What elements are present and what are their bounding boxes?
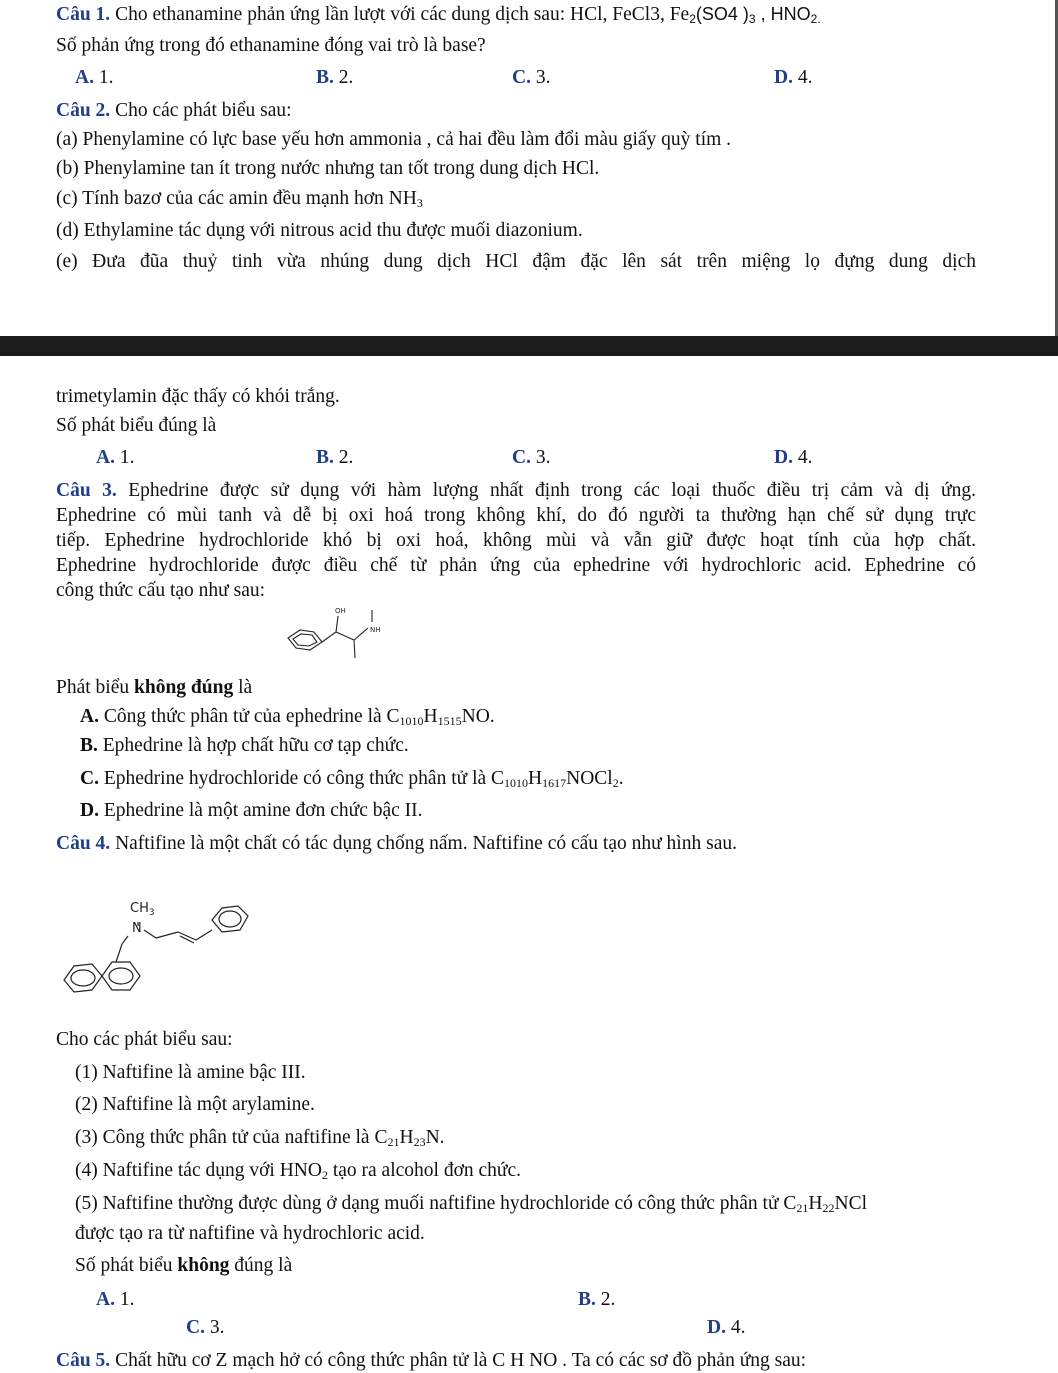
q3-option-c-text: Ephedrine hydrochloride có công thức phân tử là C	[98, 768, 505, 789]
q1-question: Số phản ứng trong đó ethanamine đóng vai trò là base?	[56, 35, 486, 56]
q3-prompt-c: là	[233, 677, 253, 698]
q1-sub3: 3	[748, 12, 756, 26]
q2-statement-a: (a) Phenylamine có lực base yếu hơn ammonia , cả hai đều làm đổi màu giấy quỳ tím .	[56, 129, 732, 150]
q2-label: Câu 2.	[56, 100, 111, 121]
q2-intro-text: Cho các phát biểu sau:	[110, 100, 292, 121]
q3-prompt	[56, 676, 252, 700]
q4-lead: Cho các phát biểu sau:	[56, 1029, 233, 1050]
q2-statement-e: (e) Đưa đũa thuỷ tinh vừa nhúng dung dịch HCl đậm đặc lên sát trên miệng lọ đựng dung dịch	[56, 251, 976, 272]
q2-option-d-letter: D.	[774, 447, 793, 468]
q2-option-a-text: 1.	[114, 447, 135, 468]
page-separator	[0, 336, 1058, 356]
q4-statement-1: (1) Naftifine là amine bậc III.	[75, 1062, 306, 1083]
q3-option-c-letter: C.	[80, 768, 99, 789]
q4-option-c[interactable]	[186, 1316, 224, 1340]
q4-question-c: đúng là	[229, 1255, 293, 1276]
q3-option-c-sub2: 1617	[542, 776, 567, 790]
q1-option-c[interactable]	[512, 66, 550, 90]
q2-question: Số phát biểu đúng là	[56, 415, 217, 436]
q3-option-d-letter: D.	[80, 800, 99, 821]
q4-option-b-letter: B.	[578, 1289, 596, 1310]
q4-option-d-letter: D.	[707, 1317, 726, 1338]
q4-statement-3-sub1: 21	[387, 1135, 400, 1149]
q1-sub-end: 2.	[810, 12, 821, 26]
q3-line-1-text: Ephedrine được sử dụng với hàm lượng nhất định trong các loại thuốc điều trị cảm và dị ứng.	[116, 480, 976, 501]
q2-statement-e-cont: trimetylamin đặc thấy có khói trắng.	[56, 386, 340, 407]
q3-option-a-sub2: 1515	[437, 714, 462, 728]
q5-text: Chất hữu cơ Z mạch hở có công thức phân tử là C H NO . Ta có các sơ đồ phản ứng sau:	[110, 1350, 807, 1371]
q4-option-d-text: 4.	[725, 1317, 746, 1338]
q1-stem-b: (SO4 )	[695, 4, 749, 24]
q3-option-b-text: Ephedrine là hợp chất hữu cơ tạp chức.	[97, 735, 409, 756]
q4-question-a: Số phát biểu	[75, 1255, 178, 1276]
q3-option-d[interactable]	[80, 799, 423, 823]
q3-option-d-text: Ephedrine là một amine đơn chức bậc II.	[98, 800, 423, 821]
q4-statement-4-sub: 2	[321, 1168, 328, 1182]
q4-statement-5-sub2: 22	[822, 1201, 835, 1215]
q3-line-5: công thức cấu tạo như sau:	[56, 580, 266, 601]
q2-statement-d: (d) Ethylamine tác dụng với nitrous acid thu được muối diazonium.	[56, 220, 583, 241]
q3-option-a-letter: A.	[80, 706, 99, 727]
q1-option-a-letter: A.	[75, 67, 94, 88]
q4-option-a[interactable]	[96, 1288, 134, 1312]
naftifine-ch3-text: CH	[130, 901, 149, 916]
q2-option-a-letter: A.	[96, 447, 115, 468]
naftifine-n-label: N	[132, 921, 142, 936]
q4-option-b-text: 2.	[595, 1289, 616, 1310]
q3-option-a-h: H	[423, 706, 438, 727]
q3-line-2: Ephedrine có mùi tanh và dễ bị oxi hoá trong không khí, do đó người ta thường hạn chế sử dụng trực	[56, 505, 976, 526]
q3-option-c-h: H	[528, 768, 543, 789]
q4-statement-2: (2) Naftifine là một arylamine.	[75, 1094, 315, 1115]
q2-option-d[interactable]	[774, 446, 812, 470]
q1-stem	[56, 2, 821, 27]
q2-option-c-letter: C.	[512, 447, 531, 468]
q4-option-d[interactable]	[707, 1316, 745, 1340]
ephedrine-structure	[280, 600, 390, 670]
q1-option-c-text: 3.	[530, 67, 551, 88]
naftifine-ch3-sub: 3	[148, 908, 155, 918]
q1-stem-a: Cho ethanamine phản ứng lần lượt với các dung dịch sau: HCl, FeCl3, Fe	[110, 4, 690, 25]
q4-statement-3-h: H	[399, 1127, 414, 1148]
q2-statement-c	[56, 187, 423, 211]
ephedrine-nh-label: NH	[370, 626, 381, 634]
q4-intro	[56, 832, 737, 856]
q2-statement-b: (b) Phenylamine tan ít trong nước nhưng tan tốt trong dung dịch HCl.	[56, 158, 600, 179]
q2-option-a[interactable]	[96, 446, 134, 470]
q4-question-b: không	[177, 1255, 230, 1276]
q1-option-a[interactable]	[75, 66, 113, 90]
q3-option-c-end: .	[618, 768, 624, 789]
q2-option-c[interactable]	[512, 446, 550, 470]
naftifine-ch3-label	[130, 901, 155, 918]
q4-option-c-letter: C.	[186, 1317, 205, 1338]
q4-question	[75, 1254, 292, 1278]
q4-statement-3-text: (3) Công thức phân tử của naftifine là C	[75, 1127, 388, 1148]
q4-statement-5-h: H	[808, 1193, 823, 1214]
q2-option-c-text: 3.	[530, 447, 551, 468]
q4-option-a-text: 1.	[114, 1289, 135, 1310]
q3-line-1	[56, 479, 976, 503]
q3-option-c-nocl: NOCl	[566, 768, 613, 789]
q5-line	[56, 1349, 806, 1373]
q4-statement-4	[75, 1159, 521, 1183]
q1-label: Câu 1.	[56, 4, 111, 25]
q4-statement-4-text: (4) Naftifine tác dụng với HNO	[75, 1160, 322, 1181]
q4-option-b[interactable]	[578, 1288, 615, 1312]
q4-intro-text: Naftifine là một chất có tác dụng chống nấm. Naftifine có cấu tạo như hình sau.	[110, 833, 737, 854]
q3-option-b[interactable]	[80, 734, 409, 758]
q4-statement-5-sub1: 21	[796, 1201, 809, 1215]
q1-option-d-text: 4.	[792, 67, 813, 88]
q3-option-a-text: Công thức phân tử của ephedrine là C	[98, 706, 400, 727]
q4-statement-5	[75, 1192, 867, 1216]
q2-statement-c-text: (c) Tính bazơ của các amin đều mạnh hơn NH	[56, 188, 417, 209]
q3-option-a-sub1: 1010	[399, 714, 424, 728]
q3-option-a-end: NO.	[461, 706, 495, 727]
q4-label: Câu 4.	[56, 833, 111, 854]
ephedrine-oh-label: OH	[335, 607, 346, 615]
naftifine-structure	[60, 894, 260, 1009]
q1-option-b-text: 2.	[333, 67, 354, 88]
q4-statement-3-end: N.	[425, 1127, 445, 1148]
q4-statement-5-text: (5) Naftifine thường được dùng ở dạng muối naftifine hydrochloride có công thức phân tử C	[75, 1193, 797, 1214]
q3-line-4: Ephedrine hydrochloride được điều chế từ phản ứng của ephedrine với hydrochloric acid. Ephedrine có	[56, 555, 976, 576]
q1-option-b[interactable]	[316, 66, 353, 90]
q1-option-c-letter: C.	[512, 67, 531, 88]
q4-statement-3	[75, 1126, 445, 1150]
q3-option-c[interactable]	[80, 767, 624, 791]
q1-option-d[interactable]	[774, 66, 812, 90]
q4-option-a-letter: A.	[96, 1289, 115, 1310]
q2-option-b[interactable]	[316, 446, 353, 470]
q1-option-a-text: 1.	[93, 67, 114, 88]
q2-statement-c-sub: 3	[416, 196, 423, 210]
q4-option-c-text: 3.	[204, 1317, 225, 1338]
q5-label: Câu 5.	[56, 1350, 111, 1371]
q3-option-b-letter: B.	[80, 735, 98, 756]
q2-option-b-letter: B.	[316, 447, 334, 468]
q4-statement-4-end: tạo ra alcohol đơn chức.	[327, 1160, 522, 1181]
q3-option-c-sub3: 2	[612, 776, 619, 790]
q4-statement-3-sub2: 23	[413, 1135, 426, 1149]
q1-option-d-letter: D.	[774, 67, 793, 88]
q3-option-c-sub1: 1010	[504, 776, 529, 790]
q2-intro	[56, 99, 292, 123]
q3-label: Câu 3.	[56, 480, 117, 501]
q3-prompt-a: Phát biểu	[56, 677, 134, 698]
q3-option-a[interactable]	[80, 705, 495, 729]
q4-statement-5-cont: được tạo ra từ naftifine và hydrochloric acid.	[75, 1223, 425, 1244]
q1-option-b-letter: B.	[316, 67, 334, 88]
q2-option-d-text: 4.	[792, 447, 813, 468]
q3-line-3: tiếp. Ephedrine hydrochloride khó bị oxi hoá, không mùi và vẫn giữ được hoạt tính của hợp chất.	[56, 530, 976, 551]
q4-statement-5-end: NCl	[834, 1193, 868, 1214]
q1-stem-c: , HNO	[755, 4, 811, 24]
q2-option-b-text: 2.	[333, 447, 354, 468]
q3-prompt-b: không đúng	[134, 677, 234, 698]
q1-sub2: 2	[689, 12, 696, 26]
